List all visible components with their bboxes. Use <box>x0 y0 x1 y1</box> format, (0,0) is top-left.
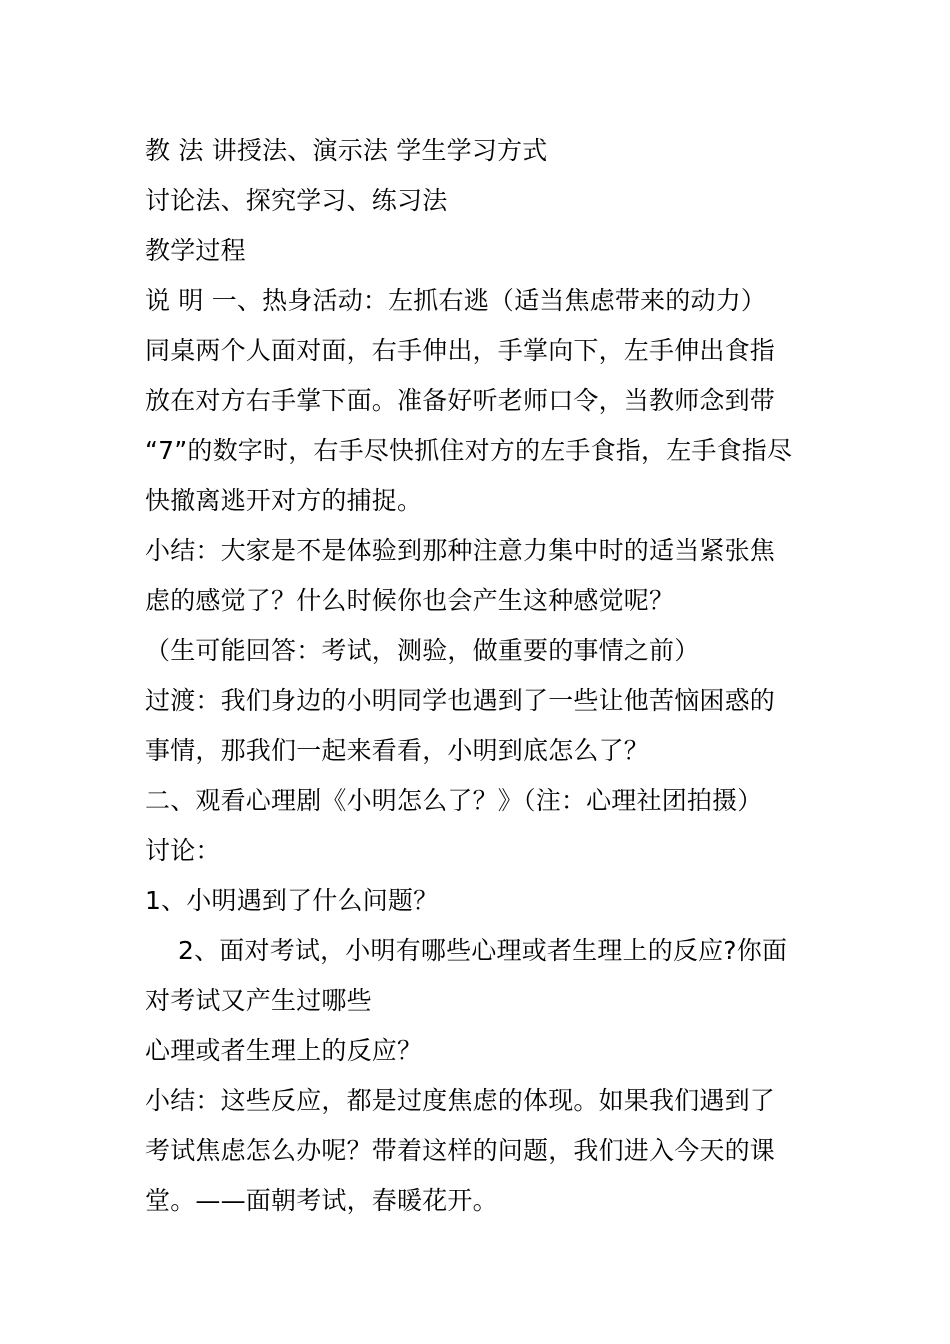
student-answer-line: （生可能回答：考试，测验，做重要的事情之前） <box>145 636 700 665</box>
paragraph-line: “7”的数字时，右手尽快抓住对方的左手食指，左手食指尽 <box>145 436 793 465</box>
transition-line: 过渡：我们身边的小明同学也遇到了一些让他苦恼困惑的 <box>145 686 776 715</box>
summary-line: 小结：这些反应，都是过度焦虑的体现。如果我们遇到了 <box>145 1086 776 1115</box>
summary-line: 堂。——面朝考试，春暖花开。 <box>145 1186 498 1215</box>
warmup-activity-heading: 说 明 一、热身活动：左抓右逃（适当焦虑带来的动力） <box>145 286 767 315</box>
paragraph-line: 快撤离逃开对方的捕捉。 <box>145 486 423 515</box>
summary-line: 小结：大家是不是体验到那种注意力集中时的适当紧张焦 <box>145 536 776 565</box>
transition-line: 事情，那我们一起来看看，小明到底怎么了？ <box>145 736 650 765</box>
summary-line: 考试焦虑怎么办呢？带着这样的问题，我们进入今天的课 <box>145 1136 776 1165</box>
teaching-methods-line: 教 法 讲授法、演示法 学生学习方式 <box>145 136 548 165</box>
document-body <box>145 126 815 1226</box>
question-2: 2、面对考试，小明有哪些心理或者生理上的反应?你面 <box>178 936 788 965</box>
psychodrama-heading: 二、观看心理剧《小明怎么了？》（注：心理社团拍摄） <box>145 786 763 815</box>
paragraph-line: 放在对方右手掌下面。准备好听老师口令，当教师念到带 <box>145 386 776 415</box>
discussion-label: 讨论： <box>145 836 221 865</box>
summary-line: 虑的感觉了？什么时候你也会产生这种感觉呢？ <box>145 586 675 615</box>
question-2-continued: 对考试又产生过哪些 <box>145 986 372 1015</box>
question-1: 1、小明遇到了什么问题？ <box>145 886 439 915</box>
paragraph-line: 同桌两个人面对面，右手伸出，手掌向下，左手伸出食指 <box>145 336 776 365</box>
question-2-continued: 心理或者生理上的反应？ <box>145 1036 423 1065</box>
teaching-process-heading: 教学过程 <box>145 236 246 265</box>
learning-methods-line: 讨论法、探究学习、练习法 <box>145 186 448 215</box>
